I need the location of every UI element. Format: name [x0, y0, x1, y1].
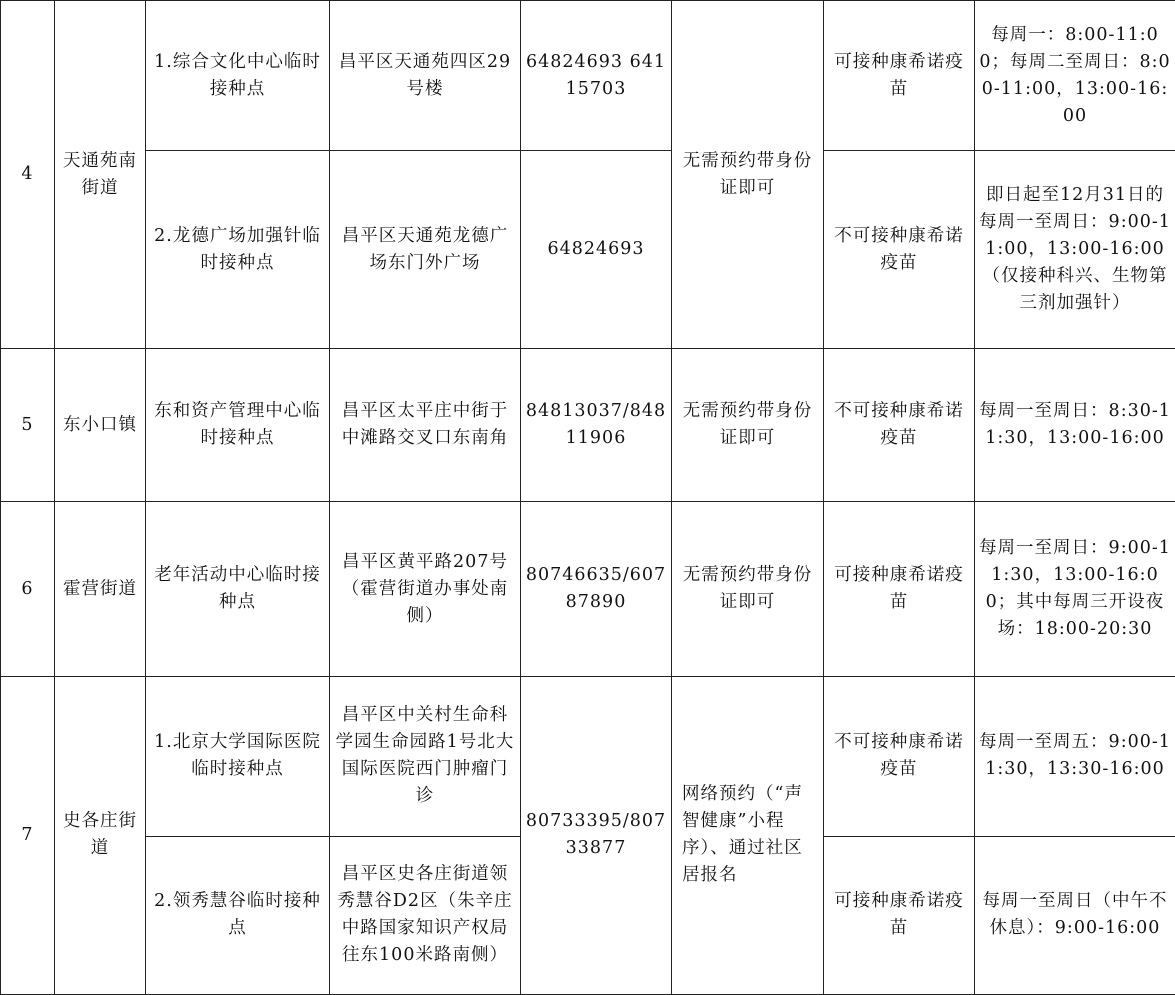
row-number: 6: [1, 502, 55, 676]
table-row: [1, 349, 1175, 502]
site-name: 1.综合文化中心临时接种点: [146, 1, 330, 151]
site-address: 昌平区天通苑龙德广场东门外广场: [330, 151, 521, 349]
site-phone: 64824693: [521, 151, 672, 349]
opening-hours: 每周一至周日：8:30-11:30，13:00-16:00: [975, 349, 1175, 502]
row-number: 4: [1, 1, 55, 349]
kexing-availability: 可接种康希诺疫苗: [824, 836, 975, 994]
appointment-method: 无需预约带身份证即可: [672, 1, 824, 349]
row-number: 7: [1, 676, 55, 994]
street-name: 霍营街道: [55, 502, 146, 676]
street-name: 东小口镇: [55, 349, 146, 502]
kexing-availability: 可接种康希诺疫苗: [824, 1, 975, 151]
site-name: 2.龙德广场加强针临时接种点: [146, 151, 330, 349]
row-number: 5: [1, 349, 55, 502]
opening-hours: 每周一至周五：9:00-11:30，13:30-16:00: [975, 676, 1175, 836]
street-name: 天通苑南街道: [55, 1, 146, 349]
kexing-availability: 不可接种康希诺疫苗: [824, 676, 975, 836]
site-phone: 84813037/84811906: [521, 349, 672, 502]
site-address: 昌平区太平庄中街于中滩路交叉口东南角: [330, 349, 521, 502]
site-phone: 80733395/80733877: [521, 676, 672, 994]
table-row: [1, 502, 1175, 676]
table-row: [1, 151, 1175, 349]
appointment-method: 无需预约带身份证即可: [672, 502, 824, 676]
kexing-availability: 不可接种康希诺疫苗: [824, 151, 975, 349]
opening-hours: 每周一至周日：9:00-11:30，13:00-16:00；其中每周三开设夜场：18:00-20:30: [975, 502, 1175, 676]
site-address: 昌平区天通苑四区29号楼: [330, 1, 521, 151]
opening-hours: 即日起至12月31日的每周一至周日：9:00-11:00，13:00-16:00（仅接种科兴、生物第三剂加强针）: [975, 151, 1175, 349]
opening-hours: 每周一至周日（中午不休息）：9:00-16:00: [975, 836, 1175, 994]
street-name: 史各庄街道: [55, 676, 146, 994]
site-name: 东和资产管理中心临时接种点: [146, 349, 330, 502]
site-name: 1.北京大学国际医院临时接种点: [146, 676, 330, 836]
appointment-method: 网络预约（“声智健康”小程序）、通过社区居报名: [672, 676, 824, 994]
appointment-method: 无需预约带身份证即可: [672, 349, 824, 502]
table-row: [1, 676, 1175, 836]
table-row: [1, 1, 1175, 151]
site-phone: 80746635/60787890: [521, 502, 672, 676]
site-address: 昌平区中关村生命科学园生命园路1号北大国际医院西门肿瘤门诊: [330, 676, 521, 836]
site-address: 昌平区史各庄街道领秀慧谷D2区（朱辛庄中路国家知识产权局往东100米路南侧）: [330, 836, 521, 994]
opening-hours: 每周一：8:00-11:00；每周二至周日：8:00-11:00，13:00-16:00: [975, 1, 1175, 151]
site-name: 老年活动中心临时接种点: [146, 502, 330, 676]
site-name: 2.领秀慧谷临时接种点: [146, 836, 330, 994]
kexing-availability: 不可接种康希诺疫苗: [824, 349, 975, 502]
site-phone: 64824693 64115703: [521, 1, 672, 151]
kexing-availability: 可接种康希诺疫苗: [824, 502, 975, 676]
site-address: 昌平区黄平路207号（霍营街道办事处南侧）: [330, 502, 521, 676]
